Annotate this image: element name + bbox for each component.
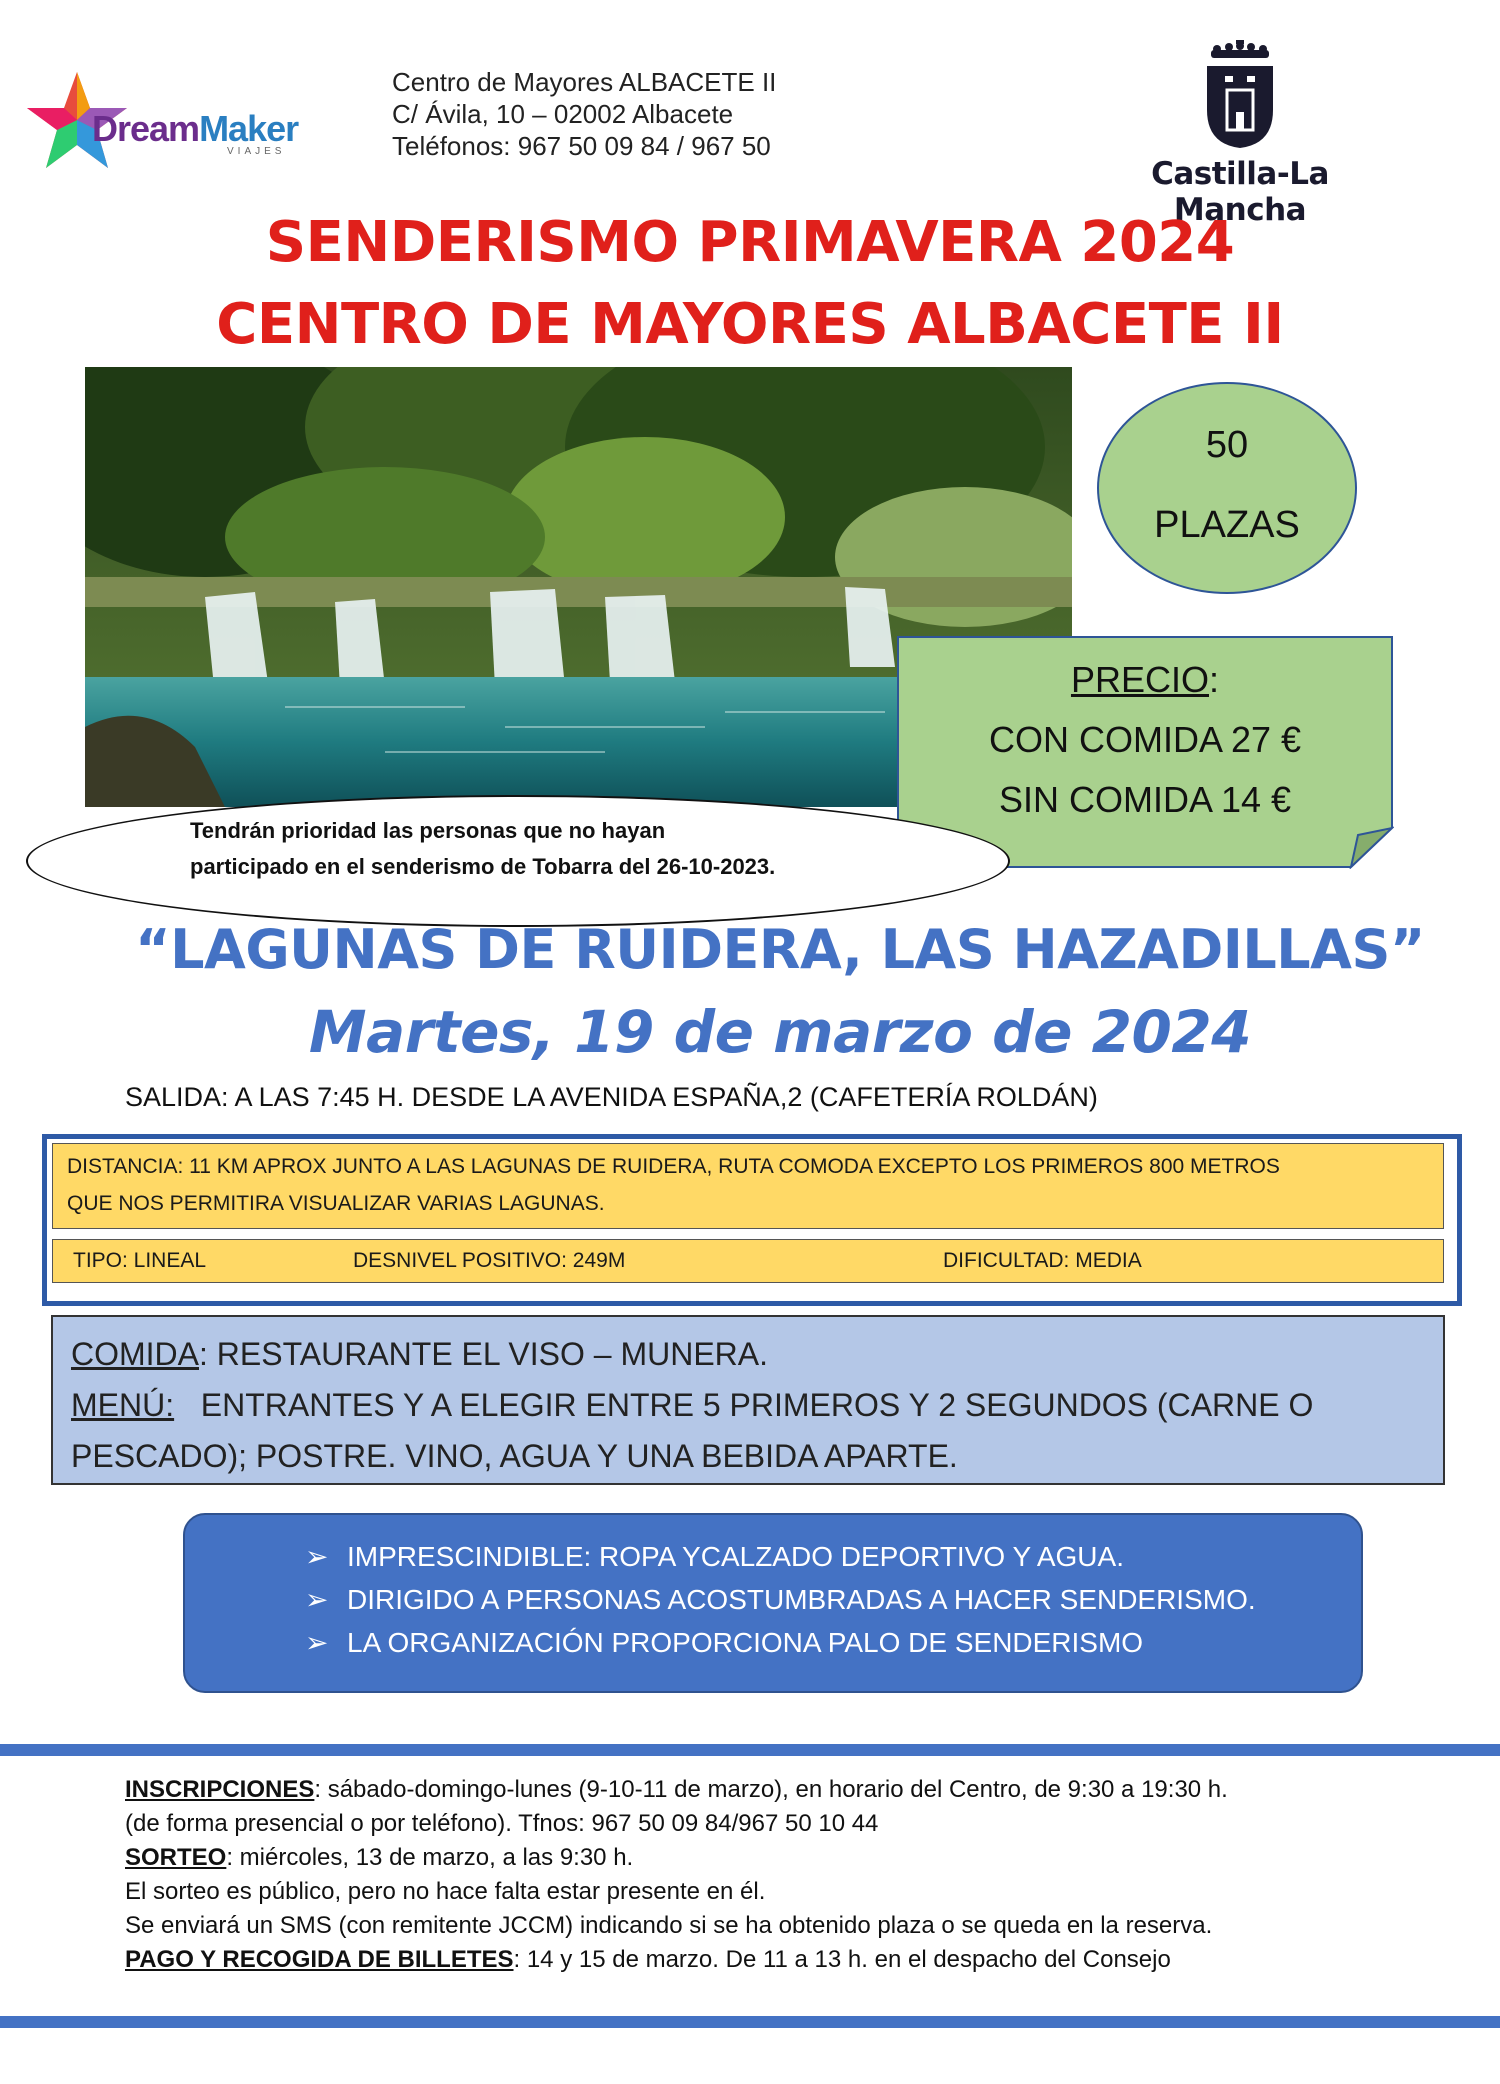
center-name: Centro de Mayores ALBACETE II [392,67,777,97]
region-name: Castilla-La Mancha [1151,156,1329,228]
dreammaker-brand: DreamMaker [92,108,299,149]
inscripciones-phones: (de forma presencial o por teléfono). Tfnos: 967 50 09 84/967 50 10 44 [125,1810,879,1837]
divider-bottom [0,2016,1500,2028]
dreammaker-sub: VIAJES [227,146,286,157]
arrow-bullet-icon: ➢ [305,1584,329,1615]
castilla-la-mancha-logo [1105,40,1375,228]
route-details-box [42,1134,1462,1306]
requirements-list [185,1515,1361,1664]
menu-line: MENÚ: ENTRANTES Y A ELEGIR ENTRE 5 PRIMEROS Y 2 SEGUNDOS (CARNE O [71,1387,1314,1423]
center-phones: Teléfonos: 967 50 09 84 / 967 50 [392,131,771,161]
requirement-item: ➢ LA ORGANIZACIÓN PROPORCIONA PALO DE SENDERISMO [305,1621,1361,1664]
plazas-number: 50 [1205,424,1249,466]
precio-sin-comida: SIN COMIDA 14 € [998,779,1292,820]
divider-top [0,1744,1500,1756]
sub-title: CENTRO DE MAYORES ALBACETE II [216,292,1284,357]
center-address: C/ Ávila, 10 – 02002 Albacete [392,99,734,129]
priority-line-2: participado en el senderismo de Tobarra del 26-10-2023. [190,854,776,879]
route-name: “LAGUNAS DE RUIDERA, LAS HAZADILLAS” [135,918,1425,981]
arrow-bullet-icon: ➢ [305,1541,329,1572]
dreammaker-logo [22,70,299,180]
menu-line-2: PESCADO); POSTRE. VINO, AGUA Y UNA BEBIDA APARTE. [71,1438,958,1474]
precio-heading: PRECIO: [1070,659,1220,700]
requirement-item: ➢ IMPRESCINDIBLE: ROPA YCALZADO DEPORTIVO Y AGUA. [305,1535,1361,1578]
priority-note [26,795,1010,927]
sorteo-publico: El sorteo es público, pero no hace falta estar presente en él. [125,1878,766,1905]
sms-info: Se enviará un SMS (con remitente JCCM) indicando si se ha obtenido plaza o se queda en la reserva. [125,1912,1213,1939]
route-specs-row [52,1239,1444,1283]
arrow-bullet-icon: ➢ [305,1627,329,1658]
distancia-line-1: DISTANCIA: 11 KM APROX JUNTO A LAS LAGUNAS DE RUIDERA, RUTA COMODA EXCEPTO LOS PRIMEROS 800 METROS [67,1155,1280,1178]
plazas-badge [1097,382,1357,594]
distancia-line-2: QUE NOS PERMITIRA VISUALIZAR VARIAS LAGUNAS. [67,1192,605,1215]
sorteo-line: SORTEO: miércoles, 13 de marzo, a las 9:30 h. [125,1844,634,1871]
center-contact-info [392,66,776,162]
inscripciones-line: INSCRIPCIONES: sábado-domingo-lunes (9-10-11 de marzo), en horario del Centro, de 9:30 a 19:30 h. [125,1776,1228,1803]
distancia-row [52,1143,1444,1229]
main-title: SENDERISMO PRIMAVERA 2024 [265,210,1235,275]
priority-line-1: Tendrán prioridad las personas que no hayan [190,818,666,843]
castle-crown-icon [1203,40,1277,150]
precio-con-comida: CON COMIDA 27 € [988,719,1302,760]
inscripciones-info [125,1773,1465,1977]
requirement-item: ➢ DIRIGIDO A PERSONAS ACOSTUMBRADAS A HACER SENDERISMO. [305,1578,1361,1621]
comida-box [51,1315,1445,1485]
pago-line: PAGO Y RECOGIDA DE BILLETES: 14 y 15 de marzo. De 11 a 13 h. en el despacho del Consejo [125,1946,1171,1973]
desnivel-value: DESNIVEL POSITIVO: 249M [353,1249,626,1272]
requirements-box [183,1513,1363,1693]
comida-line: COMIDA: RESTAURANTE EL VISO – MUNERA. [71,1336,768,1372]
precio-note [896,635,1394,869]
salida-info: SALIDA: A LAS 7:45 H. DESDE LA AVENIDA ESPAÑA,2 (CAFETERÍA ROLDÁN) [125,1082,1098,1112]
plazas-label: PLAZAS [1154,504,1300,546]
route-date: Martes, 19 de marzo de 2024 [308,998,1252,1066]
dificultad-value: DIFICULTAD: MEDIA [943,1249,1142,1272]
tipo-value: TIPO: LINEAL [73,1249,207,1272]
